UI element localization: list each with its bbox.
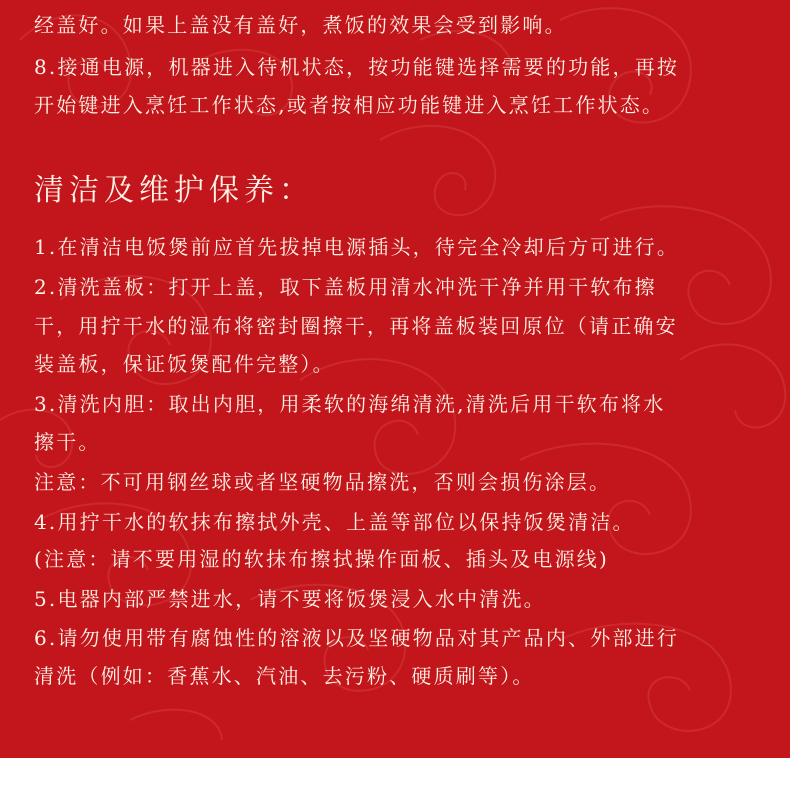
body-line: 6.请勿使用带有腐蚀性的溶液以及坚硬物品对其产品内、外部进行 <box>34 626 680 650</box>
body-line: 装盖板，保证饭煲配件完整）。 <box>34 352 335 376</box>
body-line: 2.清洗盖板：打开上盖，取下盖板用清水冲洗干净并用干软布擦 <box>34 275 657 299</box>
body-line: 干，用拧干水的湿布将密封圈擦干，再将盖板装回原位（请正确安 <box>34 314 678 338</box>
body-line: 5.电器内部严禁进水，请不要将饭煲浸入水中清洗。 <box>34 587 546 611</box>
body-line: 4.用拧干水的软抹布擦拭外壳、上盖等部位以保持饭煲清洁。 <box>34 510 635 534</box>
intro-line: 8.接通电源，机器进入待机状态，按功能键选择需要的功能，再按 <box>34 55 680 79</box>
section-heading: 清洁及维护保养： <box>34 173 314 208</box>
intro-line: 开始键进入烹饪工作状态,或者按相应功能键进入烹饪工作状态。 <box>34 93 665 117</box>
body-line: (注意：请不要用湿的软抹布擦拭操作面板、插头及电源线) <box>34 547 610 571</box>
body-line: 注意：不可用钢丝球或者坚硬物品擦洗，否则会损伤涂层。 <box>34 470 612 494</box>
body-line: 3.清洗内胆：取出内胆，用柔软的海绵清洗,清洗后用干软布将水 <box>34 392 666 416</box>
body-line: 1.在清洁电饭煲前应首先拔掉电源插头，待完全冷却后方可进行。 <box>34 235 680 259</box>
intro-line: 经盖好。如果上盖没有盖好，煮饭的效果会受到影响。 <box>34 13 567 37</box>
body-line: 清洗（例如：香蕉水、汽油、去污粉、硬质刷等）。 <box>34 664 535 688</box>
body-line: 擦干。 <box>34 430 101 454</box>
